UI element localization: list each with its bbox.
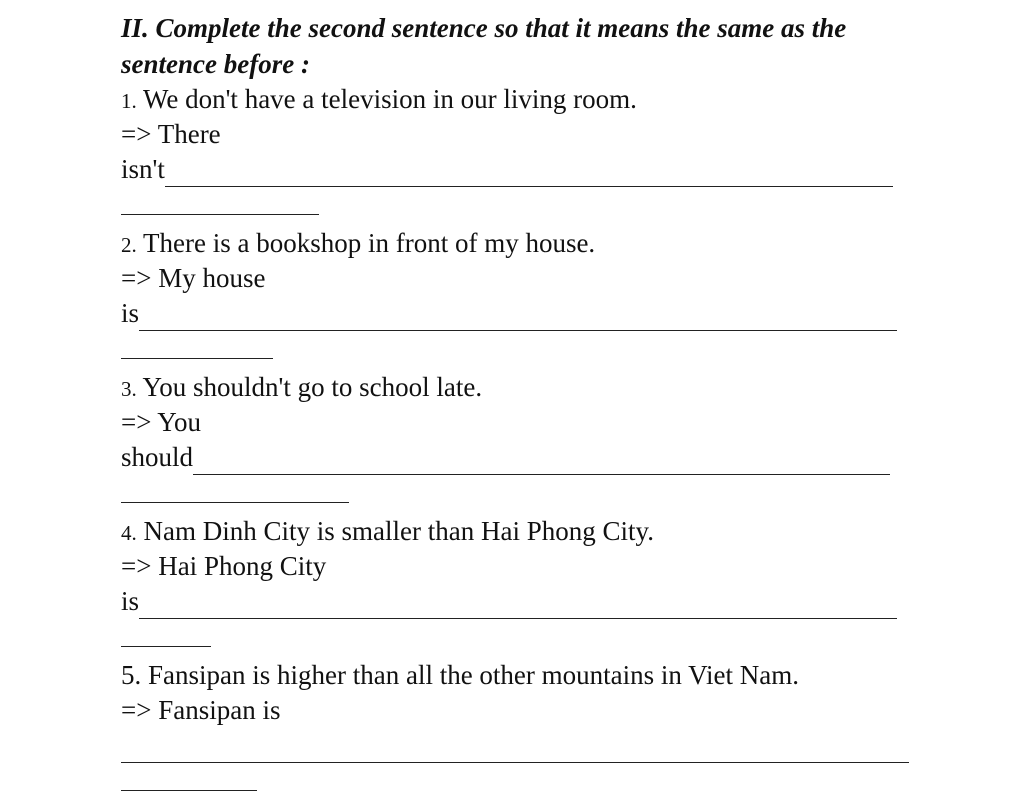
exercise-title: II. Complete the second sentence so that it means the same as the sentence before :: [121, 13, 847, 79]
question-5-sentence: [121, 658, 921, 693]
question-5-answer-blank-continued[interactable]: [121, 763, 257, 791]
question-5-prompt: => Fansipan is: [121, 695, 281, 725]
question-1-number: 1.: [121, 89, 137, 113]
question-4-answer-blank[interactable]: [139, 590, 897, 619]
question-2-prompt: => My house: [121, 263, 266, 293]
question-4-continuation: is: [121, 586, 140, 616]
question-1-answer-blank-continued[interactable]: [121, 187, 319, 215]
question-2-sentence: [121, 226, 921, 261]
question-5-answer-row: [121, 728, 921, 763]
question-3-number: 3.: [121, 377, 137, 401]
question-1-sentence: [121, 82, 921, 117]
exercise-sheet: [121, 10, 921, 802]
question-4-number: 4.: [121, 521, 137, 545]
question-5-answer-blank[interactable]: [121, 734, 909, 763]
question-3-text: You shouldn't go to school late.: [142, 372, 483, 402]
question-3-continuation: should: [121, 442, 194, 472]
question-3-prompt: => You: [121, 407, 201, 437]
question-2-answer-blank[interactable]: [139, 302, 897, 331]
question-5-number: 5.: [121, 660, 142, 690]
question-1-prompt: => There: [121, 119, 221, 149]
question-2-text: There is a bookshop in front of my house.: [143, 228, 596, 258]
question-4-sentence: [121, 514, 921, 549]
question-2-continuation: is: [121, 298, 140, 328]
question-5-text: Fansipan is higher than all the other mountains in Viet Nam.: [148, 660, 800, 690]
question-2-answer-blank-continued[interactable]: [121, 331, 273, 359]
question-1-text: We don't have a television in our living room.: [143, 84, 637, 114]
question-4-prompt: => Hai Phong City: [121, 551, 327, 581]
question-1-answer-blank[interactable]: [165, 158, 893, 187]
question-3-answer-blank[interactable]: [193, 446, 890, 475]
question-1-answer-row: [121, 152, 921, 187]
question-3-answer-blank-continued[interactable]: [121, 475, 349, 503]
question-3-answer-row: [121, 440, 921, 475]
question-2-answer-row: [121, 296, 921, 331]
question-2-number: 2.: [121, 233, 137, 257]
question-4-answer-row: [121, 584, 921, 619]
question-3-sentence: [121, 370, 921, 405]
question-4-answer-blank-continued[interactable]: [121, 619, 211, 647]
question-4-text: Nam Dinh City is smaller than Hai Phong City.: [143, 516, 654, 546]
question-1-continuation: isn't: [121, 154, 165, 184]
